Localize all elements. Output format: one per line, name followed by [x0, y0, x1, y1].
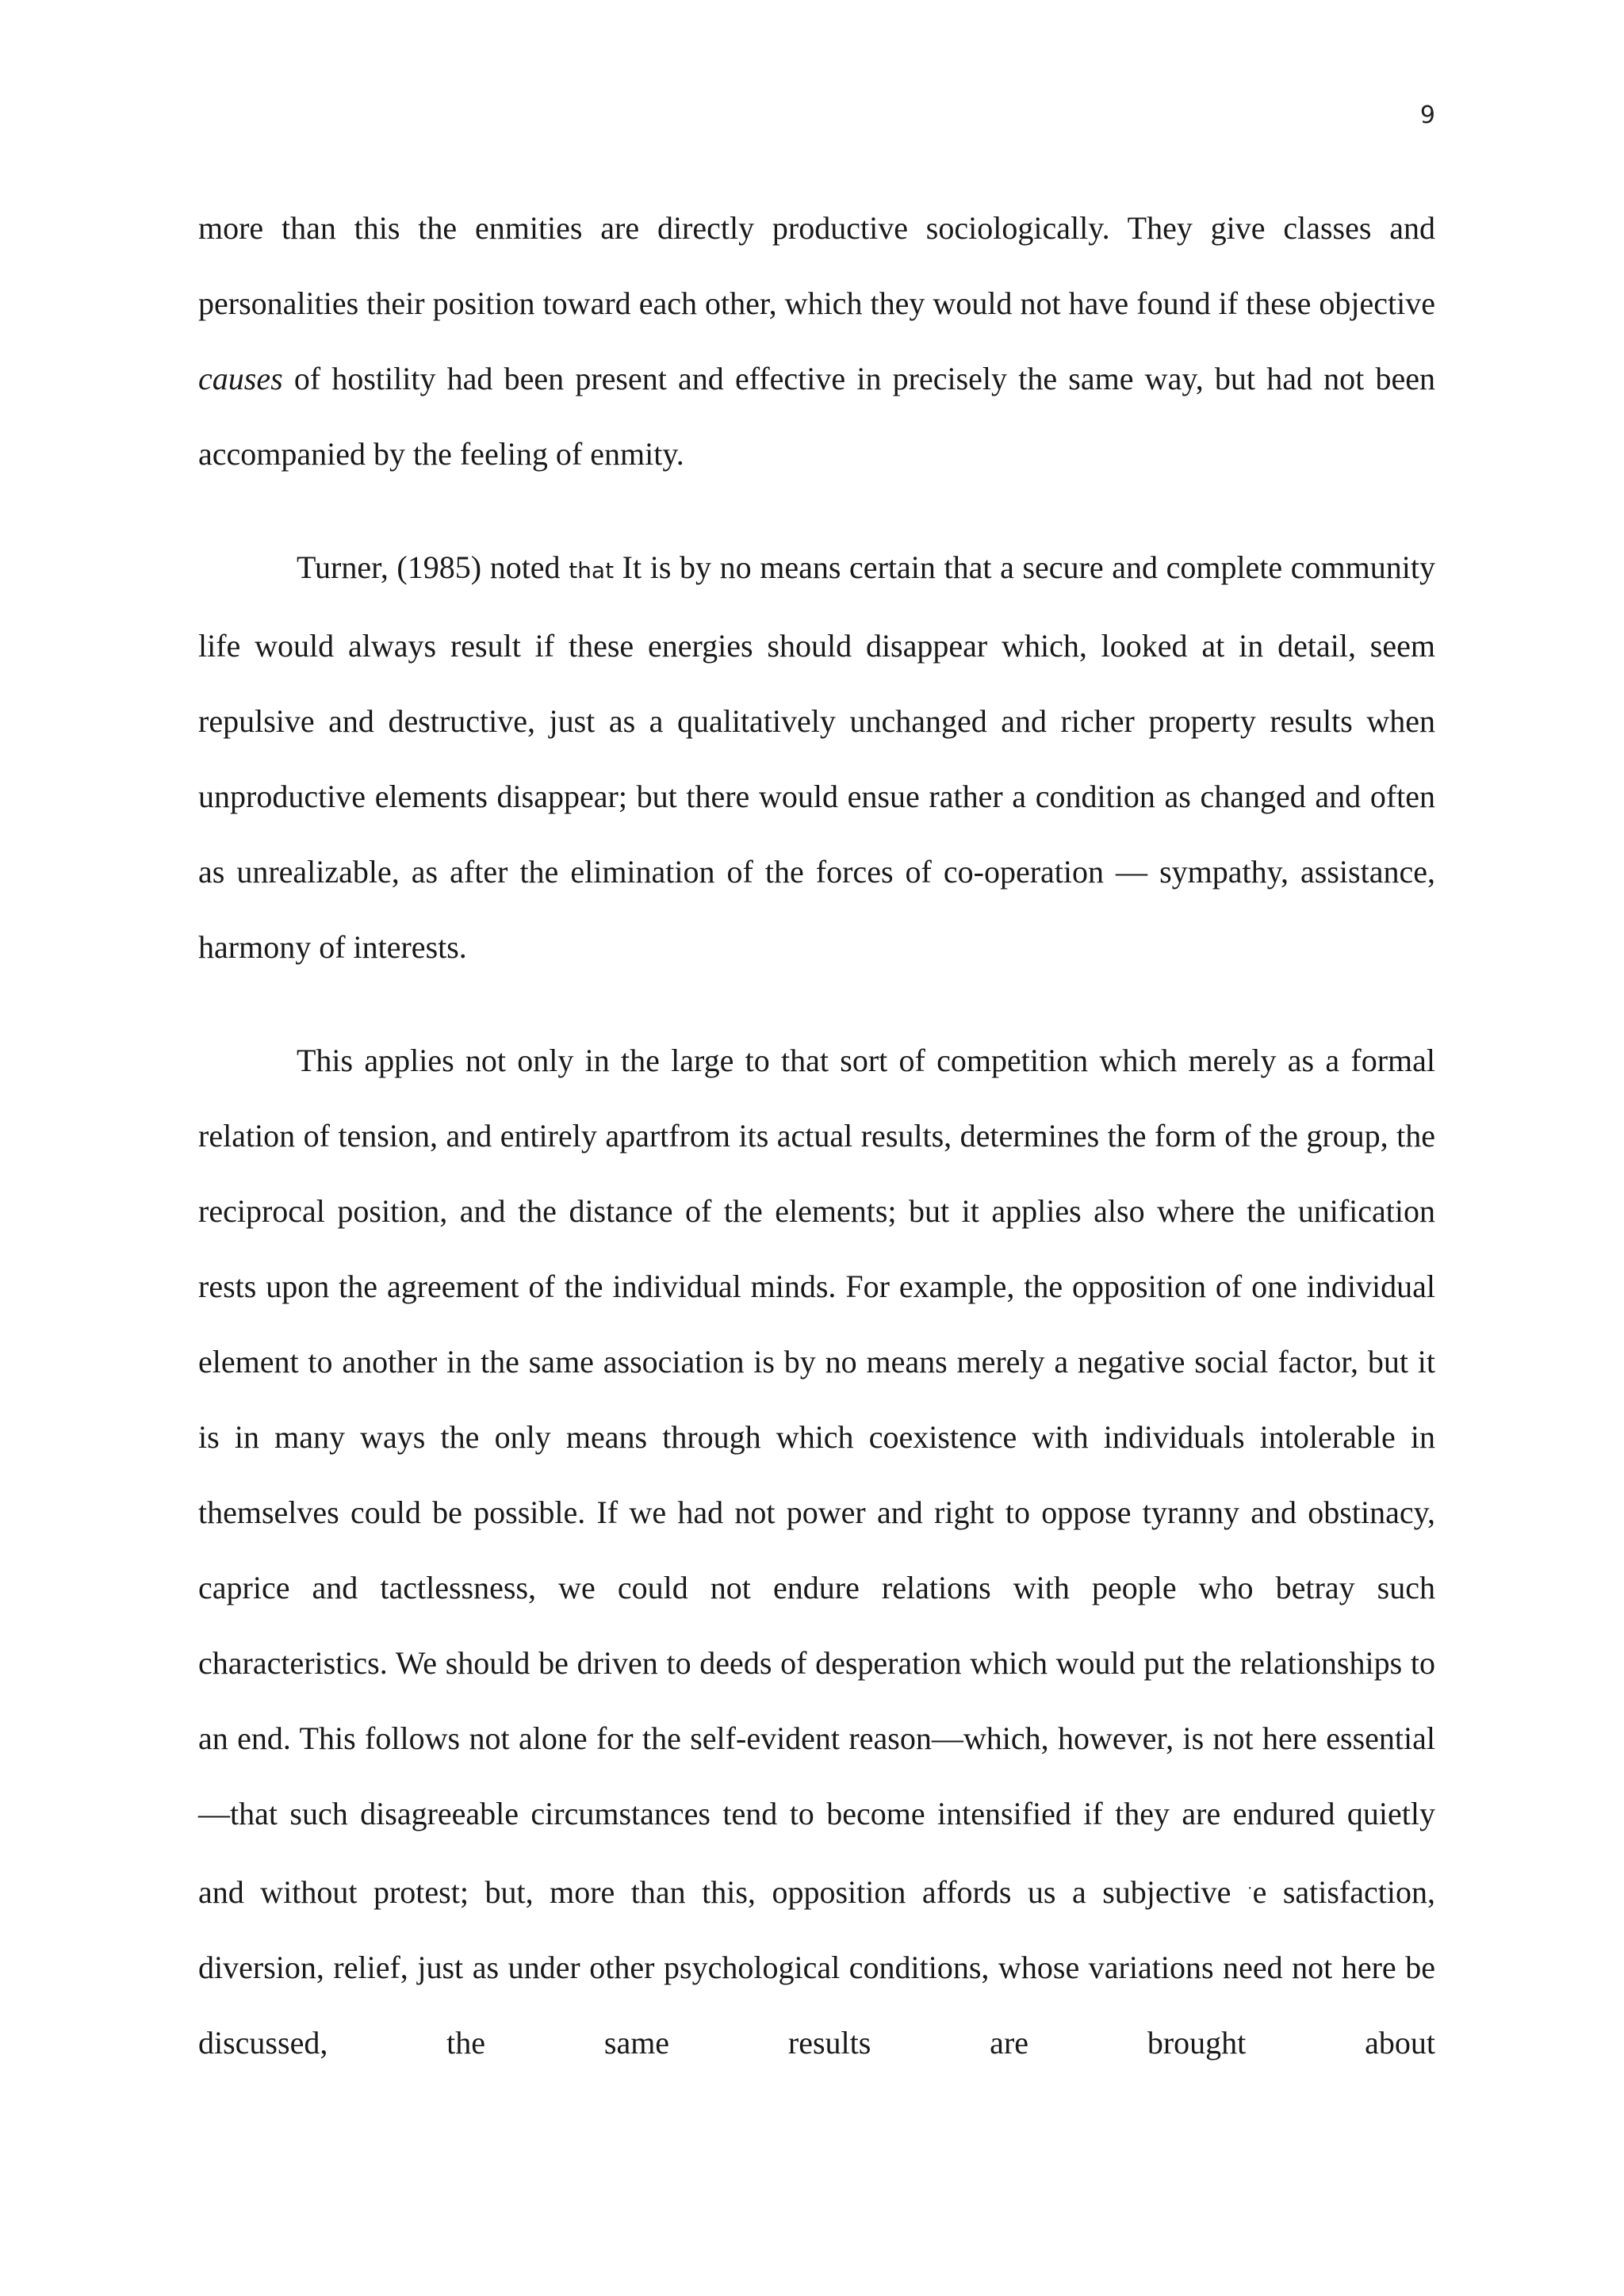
paragraph-1-text-end: of hostility had been present and effective in precisely the same way, but had not been accompanied by the feeling of enmity.	[198, 361, 1435, 472]
paragraph-1-text: more than this the enmities are directly productive sociologically. They give classes and personalities their position toward each other, which they would not have found if these objective	[198, 210, 1435, 321]
paragraph-3-text-end: e satisfaction, diversion, relief, just as under other psychological conditions, whose variations need not here be discussed, the same results are brought about	[198, 1874, 1436, 2061]
paragraph-2-inserted-word: that	[569, 557, 615, 584]
paragraph-2-text: It is by no means certain that a secure and complete community life would always result if these energies should disappear which, looked at in detail, seem repulsive and destructive, just as a qualitatively unchanged and richer property results when unproductive elements disappear; but there would ensue rather a condition as changed and often as unrealizable, as after the elimination of the forces of co-operation — sympathy, assistance, harmony of interests.	[198, 549, 1436, 965]
paragraph-2-lead: Turner, (1985) noted	[297, 549, 569, 585]
paragraph-1	[198, 190, 1435, 492]
paragraph-3	[198, 1023, 1435, 2080]
body-text	[198, 190, 1435, 2080]
paragraph-1-emphasis: causes	[198, 361, 283, 396]
paragraph-2	[198, 530, 1435, 985]
stray-mark: ·	[1247, 1880, 1253, 1897]
paragraph-3-text: This applies not only in the large to that sort of competition which merely as a formal relation of tension, and entirely apartfrom its actual results, determines the form of the group, the reciprocal position, and the distance of the elements; but it applies also where the unification rests upon the agreement of the individual minds. For example, the opposition of one individual element to another in the same association is by no means merely a negative social factor, but it is in many ways the only means through which coexistence with individuals intolerable in themselves could be possible. If we had not power and right to oppose tyranny and obstinacy, caprice and tactlessness, we could not endure relations with people who betray such characteristics. We should be driven to deeds of desperation which would put the relationships to an end. This follows not alone for the self-evident reason—which, however, is not here essential—that such disagreeable circumstances tend to become intensified if they are endured quietly and without protest; but, more than this, opposition affords us a subjective	[198, 1043, 1435, 1910]
page-number: 9	[1419, 101, 1435, 129]
